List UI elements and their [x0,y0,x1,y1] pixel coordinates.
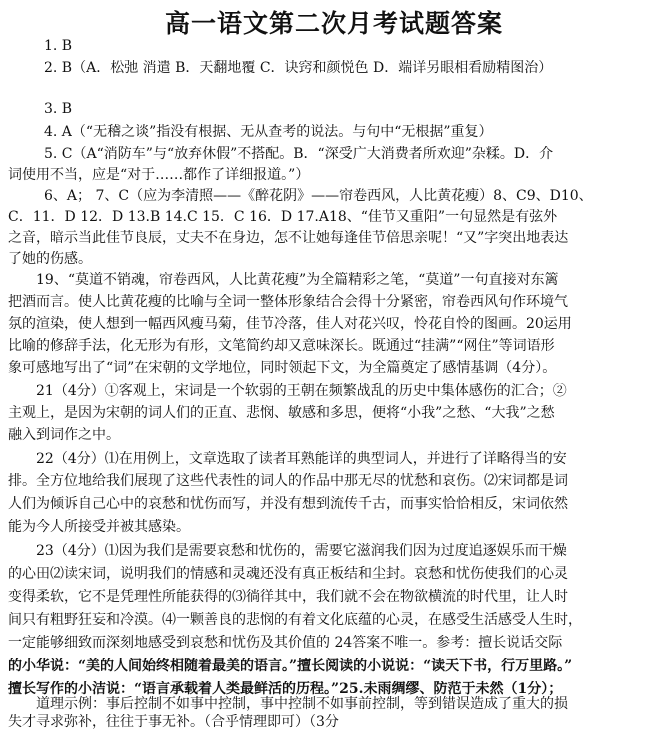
page-title: 高一语文第二次月考试题答案 [164,9,503,38]
answer-line: 21（4分）①客观上，宋词是一个软弱的王朝在频繁战乱的历史中集体感伤的汇合；② [36,383,567,399]
answer-line: 词使用不当，应是“对于……都作了详细报道。”） [8,167,310,183]
answer-line: 2. B（A．松弛 消遣 B．天翻地覆 C．诀窍和颜悦色 D．端详另眼相看励精图治） [44,60,553,76]
answer-line: 融入到词作之中。 [8,427,120,443]
answer-line: 19、“莫道不销魂，帘卷西风，人比黄花瘦”为全篇精彩之笔，“莫道”一句直接对东篱 [36,272,559,288]
answer-line: 1. B [44,38,73,54]
answer-line: 之音，暗示当此佳节良辰，丈夫不在身边，怎不让她每逢佳节倍思亲呢！“又”字突出地表达 [8,230,569,246]
answer-line: 把酒而言。使人比黄花瘦的比喻与全词一整体形象结合会得十分紧密，帘卷西风句作环境气 [8,294,568,310]
answer-line: 的心田⑵读宋词，说明我们的情感和灵魂还没有真正板结和尘封。哀愁和忧伤使我们的心灵 [8,566,568,582]
answer-line: 5. C（A“消防车”与“放弃休假”不搭配。B．“深受广大消费者所欢迎”杂糅。D．介 [44,146,554,162]
answer-line: 排。全方位地给我们展现了这些代表性的词人的作品中那无尽的忧愁和哀伤。⑵宋词都是词 [8,473,568,489]
answer-line: 22（4分）⑴在用例上，文章选取了读者耳熟能详的典型词人，并进行了详略得当的安 [36,451,567,467]
answer-line: 主观上，是因为宋朝的词人们的正直、悲悯、敏感和多思，便将“小我”之愁、“大我”之愁 [8,405,555,421]
answer-line: 变得柔软，它不是凭理性所能获得的⑶徜徉其中，我们就不会在物欲横流的时代里，让人时 [8,589,568,605]
answer-line: 6、A； 7、C（应为李清照——《醉花阴》——帘卷西风，人比黄花瘦）8、C9、D10、 [44,188,593,204]
answer-line: 比喻的修辞手法，化无形为有形，文笔简约却又意味深长。既通过“挂满”“网住”等词语形 [8,338,555,354]
answer-line: 23（4分）⑴因为我们是需要哀愁和忧伤的，需要它滋润我们因为过度追逐娱乐而干燥 [36,543,567,559]
answer-line: 间只有粗野狂妄和冷漠。⑷一颗善良的悲悯的有着文化底蕴的心灵，在感受生活感受人生时， [8,612,582,628]
answer-line: 的小华说：“美的人间始终相随着最美的语言。”擅长阅读的小说说：“读天下书，行万里路。” [8,658,573,674]
answer-line: 道理示例：事后控制不如事中控制，事中控制不如事前控制，等到错误造成了重大的损 [36,696,568,712]
answer-line: 氛的渲染，使人想到一幅西风瘦马菊，佳节冷落，佳人对花兴叹，怜花自怜的图画。20运用 [8,316,572,332]
answer-line: 了她的伤感。 [8,251,92,267]
answer-line: 3. B [44,101,73,117]
answer-line: 擅长写作的小洁说：“语言承载着人类最鲜活的历程。”25.未雨绸缪、防范于未然（1分）； [8,681,563,697]
answer-line: 象可感地写出了“词”在宋朝的文学地位，同时领起下文，为全篇奠定了感情基调（4分）。 [8,360,557,376]
answer-line: 人们为倾诉自己心中的哀愁和忧伤而写，并没有想到流传千古，而事实恰恰相反，宋词依然 [8,496,568,512]
answer-line: 4. A（“无稽之谈”指没有根据、无从查考的说法。与句中“无根据”重复） [44,124,493,140]
answer-line: 能为今人所接受并被其感染。 [8,519,190,535]
answer-line: 一定能够细致而深刻地感受到哀愁和忧伤及其价值的 24答案不唯一。参考：擅长说话交际 [8,635,563,651]
answer-line: 失才寻求弥补，往往于事无补。（合乎情理即可）（3分 [8,714,339,730]
answer-line: C．11．D 12．D 13.B 14.C 15．C 16．D 17.A18、“佳节又重阳”一句显然是有弦外 [8,209,558,225]
